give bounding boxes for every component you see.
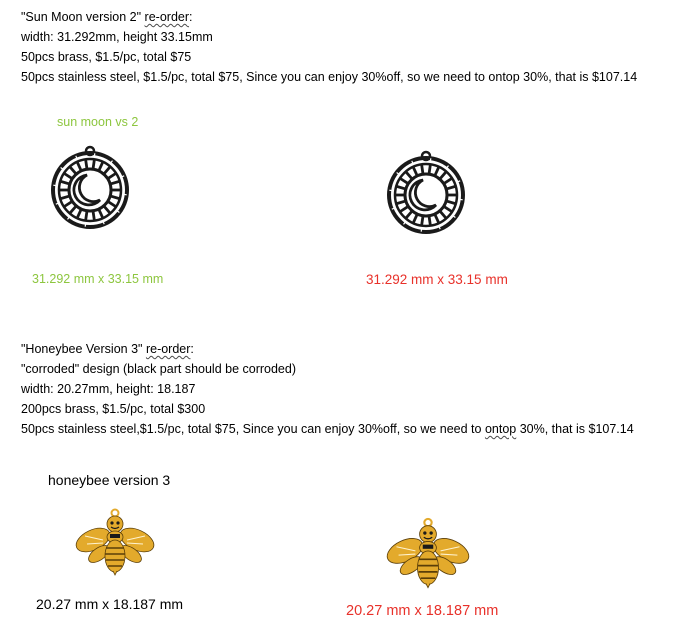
honeybee-size-label-left: 20.27 mm x 18.187 mm bbox=[36, 596, 184, 612]
honeybee-title: "Honeybee Version 3" re-order: bbox=[21, 342, 194, 356]
honeybee-size-label-right: 20.27 mm x 18.187 mm bbox=[346, 603, 499, 619]
honeybee-figure-label: honeybee version 3 bbox=[48, 472, 171, 488]
honeybee-pendant-icon bbox=[386, 514, 470, 592]
sun-moon-pendant-icon bbox=[381, 150, 471, 240]
sun-moon-pendant-icon bbox=[45, 145, 135, 235]
honeybee-design-note: "corroded" design (black part should be corroded) bbox=[21, 362, 296, 376]
honeybee-pendant-icon bbox=[75, 505, 155, 579]
reorder-word: re-order bbox=[145, 342, 191, 356]
honeybee-dimensions: width: 20.27mm, height: 18.187 bbox=[21, 382, 196, 396]
sun-moon-title: "Sun Moon version 2" re-order: bbox=[21, 10, 193, 24]
honeybee-steel-line: 50pcs stainless steel,$1.5/pc, total $75, Since you can enjoy 30%off, so we need to ontop 30%, that is $107.14 bbox=[21, 422, 634, 436]
sun-moon-brass-line: 50pcs brass, $1.5/pc, total $75 bbox=[21, 50, 192, 64]
sun-moon-steel-line: 50pcs stainless steel, $1.5/pc, total $75, Since you can enjoy 30%off, so we need to ontop 30%, that is $107.14 bbox=[21, 70, 638, 84]
sun-moon-figure-label: sun moon vs 2 bbox=[57, 115, 139, 129]
reorder-word: re-order bbox=[144, 10, 190, 24]
sun-moon-dimensions: width: 31.292mm, height 33.15mm bbox=[21, 30, 213, 44]
sun-moon-order-text bbox=[21, 7, 637, 87]
sun-moon-size-label-left: 31.292 mm x 33.15 mm bbox=[32, 272, 164, 286]
honeybee-brass-line: 200pcs brass, $1.5/pc, total $300 bbox=[21, 402, 206, 416]
honeybee-order-text bbox=[21, 339, 634, 439]
sun-moon-size-label-right: 31.292 mm x 33.15 mm bbox=[366, 272, 508, 287]
